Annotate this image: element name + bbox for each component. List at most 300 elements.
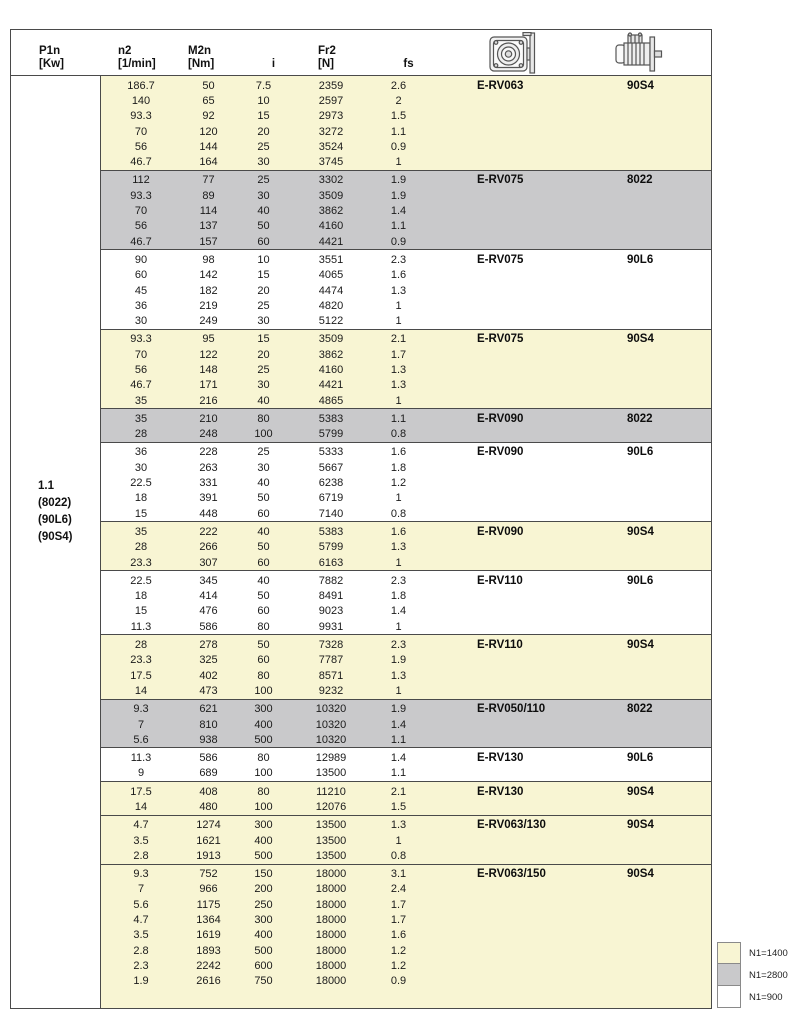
n2-cell: 7 (137, 883, 145, 896)
n2-cell: 56 (134, 220, 148, 233)
n2-cell: 22.5 (130, 477, 152, 490)
ratio-cell: 500 (254, 849, 273, 862)
ratio-cell: 30 (257, 315, 270, 328)
n2-cell: 28 (134, 541, 148, 554)
gearbox-model-cell: E-RV090 (477, 412, 524, 425)
table-row (101, 378, 711, 393)
rate-group-e-rv063-150-90s4 (101, 864, 711, 1008)
fr2-cell: 2973 (318, 110, 344, 123)
n2-cell: 3.5 (133, 834, 149, 847)
n2-cell: 3.5 (133, 929, 149, 942)
ratio-cell: 80 (257, 669, 270, 682)
table-row (101, 460, 711, 475)
ratio-cell: 30 (257, 461, 270, 474)
m2n-cell: 476 (199, 605, 218, 618)
ratio-cell: 60 (257, 235, 270, 248)
table-row (101, 897, 711, 912)
fs-cell: 2 (395, 94, 402, 107)
m2n-cell: 144 (199, 140, 218, 153)
fr2-cell: 6238 (318, 477, 344, 490)
gearbox-model-cell: E-RV075 (477, 174, 524, 187)
fr2-cell: 18000 (315, 929, 347, 942)
n2-cell: 35 (134, 394, 148, 407)
m2n-cell: 249 (199, 315, 218, 328)
column-header-fr2: Fr2 [N] (318, 45, 336, 70)
ratio-cell: 25 (257, 299, 270, 312)
table-row (101, 928, 711, 943)
worm-gearbox-icon (476, 30, 556, 76)
motor-size-cell: 90L6 (627, 446, 654, 459)
legend-item-n1-900 (717, 986, 788, 1008)
fr2-cell: 5799 (318, 428, 344, 441)
ratio-cell: 400 (254, 929, 273, 942)
fs-cell: 1.3 (390, 819, 407, 832)
fr2-cell: 3509 (318, 333, 344, 346)
n2-cell: 28 (134, 639, 148, 652)
n2-cell: 35 (134, 525, 148, 538)
electric-motor-icon (599, 30, 679, 76)
table-row (101, 833, 711, 848)
ratio-cell: 60 (257, 605, 270, 618)
ratio-cell: 30 (257, 189, 270, 202)
fs-cell: 1.7 (390, 348, 407, 361)
fr2-cell: 4160 (318, 363, 344, 376)
ratio-cell: 200 (254, 883, 273, 896)
fs-cell: 1 (395, 299, 402, 312)
ratio-cell: 80 (257, 620, 270, 633)
motor-size-cell: 90L6 (627, 253, 654, 266)
table-row (101, 188, 711, 203)
ratio-cell: 40 (257, 205, 270, 218)
m2n-cell: 216 (199, 394, 218, 407)
fr2-cell: 5333 (318, 446, 344, 459)
rate-group-e-rv063-130-90s4 (101, 815, 711, 864)
motor-size-option: (8022) (38, 497, 72, 509)
ratio-cell: 15 (257, 269, 270, 282)
table-row (101, 522, 711, 539)
n2-cell: 4.7 (133, 819, 149, 832)
table-row (101, 330, 711, 347)
table-row (101, 139, 711, 154)
fr2-cell: 18000 (315, 975, 347, 988)
fs-cell: 1.9 (390, 654, 407, 667)
n2-cell: 90 (134, 253, 148, 266)
fs-cell: 1.7 (390, 914, 407, 927)
n2-cell: 70 (134, 125, 148, 138)
n2-cell: 70 (134, 348, 148, 361)
fs-cell: 2.3 (390, 639, 407, 652)
fs-cell: 3.1 (390, 868, 407, 881)
fr2-cell: 7328 (318, 639, 344, 652)
m2n-cell: 263 (199, 461, 218, 474)
n2-cell: 14 (134, 801, 148, 813)
table-row (101, 109, 711, 124)
fs-cell: 1.5 (390, 110, 407, 123)
column-header-fs: fs (403, 58, 414, 70)
n2-cell: 1.9 (133, 975, 149, 988)
fr2-cell: 3524 (318, 140, 344, 153)
ratio-cell: 500 (254, 944, 273, 957)
table-row (101, 943, 711, 958)
ratio-cell: 30 (257, 156, 270, 169)
fr2-cell: 4865 (318, 394, 344, 407)
fs-cell: 0.9 (390, 235, 407, 248)
n2-cell: 18 (134, 492, 148, 505)
fs-cell: 1.3 (390, 669, 407, 682)
ratio-cell: 40 (257, 394, 270, 407)
ratio-cell: 25 (257, 140, 270, 153)
table-row (101, 475, 711, 490)
ratio-cell: 100 (254, 428, 273, 441)
fs-cell: 1.2 (390, 944, 407, 957)
ratio-cell: 750 (254, 975, 273, 988)
n2-cell: 46.7 (130, 379, 152, 392)
fr2-cell: 18000 (315, 914, 347, 927)
ratio-cell: 250 (254, 898, 273, 911)
fr2-cell: 7787 (318, 654, 344, 667)
n2-cell: 30 (134, 461, 148, 474)
n2-cell: 46.7 (130, 235, 152, 248)
m2n-cell: 966 (199, 883, 218, 896)
rate-group-e-rv130-90s4 (101, 781, 711, 815)
fs-cell: 1.4 (390, 205, 407, 218)
fs-cell: 2.3 (390, 574, 407, 587)
rate-group-e-rv110-90l6 (101, 570, 711, 634)
motor-size-cell: 90S4 (627, 639, 654, 652)
rate-group-e-rv075-90s4 (101, 329, 711, 408)
legend-swatch-yellow (717, 942, 741, 964)
ratio-cell: 10 (257, 94, 270, 107)
motor-size-option: (90S4) (38, 531, 73, 543)
fs-cell: 2.3 (390, 253, 407, 266)
ratio-cell: 500 (254, 733, 273, 746)
table-row (101, 93, 711, 108)
n2-cell: 11.3 (130, 752, 152, 765)
m2n-cell: 266 (199, 541, 218, 554)
ratio-cell: 20 (257, 348, 270, 361)
fs-cell: 1.7 (390, 898, 407, 911)
m2n-cell: 1619 (196, 929, 221, 942)
fr2-cell: 6719 (318, 492, 344, 505)
gearbox-model-cell: E-RV063/150 (477, 868, 546, 881)
m2n-cell: 248 (199, 428, 218, 441)
m2n-cell: 1621 (196, 834, 221, 847)
fs-cell: 1.6 (390, 269, 407, 282)
table-row (101, 700, 711, 717)
table-row (101, 393, 711, 408)
fs-cell: 1 (395, 492, 402, 505)
fr2-cell: 13500 (315, 849, 347, 862)
table-row (101, 635, 711, 652)
fs-cell: 1 (395, 315, 402, 328)
table-row (101, 912, 711, 927)
table-row (101, 250, 711, 267)
fs-cell: 1.9 (390, 189, 407, 202)
ratio-cell: 40 (257, 574, 270, 587)
n2-cell: 28 (134, 428, 148, 441)
table-row (101, 219, 711, 234)
table-row (101, 491, 711, 506)
m2n-cell: 164 (199, 156, 218, 169)
motor-size-cell: 90L6 (627, 752, 654, 765)
m2n-cell: 1893 (196, 944, 221, 957)
rate-group-e-rv090-8022 (101, 408, 711, 442)
n2-cell: 15 (134, 507, 148, 520)
fr2-cell: 3302 (318, 174, 344, 187)
n2-cell: 18 (134, 590, 148, 603)
fs-cell: 1.1 (390, 125, 407, 138)
ratio-cell: 400 (254, 834, 273, 847)
n2-cell: 56 (134, 363, 148, 376)
rate-group-e-rv090-90s4 (101, 521, 711, 570)
fr2-cell: 7882 (318, 574, 344, 587)
m2n-cell: 77 (202, 174, 215, 187)
fr2-cell: 7140 (318, 507, 344, 520)
motor-size-option: (90L6) (38, 514, 72, 526)
ratio-cell: 300 (254, 703, 273, 716)
ratio-cell: 7.5 (255, 79, 272, 92)
ratings-table (10, 29, 712, 1009)
fr2-cell: 3862 (318, 348, 344, 361)
table-row (101, 848, 711, 863)
fr2-cell: 13500 (315, 834, 347, 847)
fs-cell: 1.3 (390, 541, 407, 554)
ratio-cell: 400 (254, 718, 273, 731)
fs-cell: 1.6 (390, 525, 407, 538)
n2-cell: 112 (132, 174, 150, 187)
m2n-cell: 586 (199, 620, 218, 633)
gearbox-model-cell: E-RV050/110 (477, 703, 546, 716)
ratio-cell: 60 (257, 507, 270, 520)
rate-group-e-rv110-90s4 (101, 634, 711, 698)
table-row (101, 604, 711, 619)
m2n-cell: 402 (199, 669, 218, 682)
m2n-cell: 938 (199, 733, 218, 746)
ratio-cell: 50 (257, 590, 270, 603)
power-value: 1.1 (38, 480, 54, 492)
motor-size-cell: 90S4 (627, 79, 654, 92)
rate-group-e-rv063-90s4 (101, 76, 711, 170)
n2-cell: 5.6 (133, 733, 149, 746)
fs-cell: 1.6 (390, 929, 407, 942)
motor-size-cell: 90L6 (627, 574, 654, 587)
fs-cell: 1.1 (390, 767, 407, 780)
fr2-cell: 9232 (318, 684, 344, 697)
m2n-cell: 325 (199, 654, 218, 667)
ratio-cell: 10 (257, 253, 270, 266)
ratio-cell: 60 (257, 654, 270, 667)
fr2-cell: 8571 (318, 669, 344, 682)
m2n-cell: 345 (199, 574, 218, 587)
fr2-cell: 12989 (315, 752, 347, 765)
ratio-cell: 40 (257, 525, 270, 538)
m2n-cell: 1175 (196, 898, 221, 911)
fr2-cell: 18000 (315, 868, 347, 881)
motor-size-cell: 90S4 (627, 819, 654, 832)
m2n-cell: 95 (202, 333, 215, 346)
table-row (101, 313, 711, 328)
n2-cell: 36 (134, 299, 148, 312)
m2n-cell: 92 (202, 110, 215, 123)
n2-cell: 15 (134, 605, 148, 618)
ratio-cell: 100 (254, 801, 273, 813)
ratio-cell: 150 (254, 868, 273, 881)
n2-cell: 45 (134, 284, 148, 297)
table-row (101, 154, 711, 169)
fs-cell: 0.8 (390, 428, 407, 441)
ratio-cell: 20 (257, 125, 270, 138)
fr2-cell: 18000 (315, 883, 347, 896)
ratio-cell: 25 (257, 174, 270, 187)
gearbox-model-cell: E-RV130 (477, 785, 524, 798)
fr2-cell: 3862 (318, 205, 344, 218)
fr2-cell: 5122 (318, 315, 344, 328)
gearbox-model-cell: E-RV075 (477, 253, 524, 266)
fr2-cell: 13500 (315, 767, 347, 780)
fr2-cell: 6163 (318, 556, 344, 569)
ratio-cell: 300 (254, 914, 273, 927)
n2-cell: 9.3 (133, 703, 149, 716)
m2n-cell: 2616 (196, 975, 221, 988)
column-header-m2n: M2n [Nm] (188, 45, 215, 70)
fr2-cell: 2597 (318, 94, 344, 107)
ratio-cell: 600 (254, 959, 273, 972)
fs-cell: 1 (395, 620, 402, 633)
motor-size-cell: 8022 (627, 412, 653, 425)
m2n-cell: 157 (199, 235, 218, 248)
ratio-cell: 25 (257, 363, 270, 376)
fr2-cell: 5383 (318, 412, 344, 425)
fs-cell: 1 (395, 556, 402, 569)
fs-cell: 1.2 (390, 959, 407, 972)
ratio-cell: 15 (257, 110, 270, 123)
data-area (101, 76, 711, 1008)
motor-size-cell: 90S4 (627, 785, 654, 798)
ratio-cell: 20 (257, 284, 270, 297)
table-row (101, 653, 711, 668)
fs-cell: 2.1 (390, 785, 407, 798)
n2-cell: 46.7 (130, 156, 152, 169)
fs-cell: 1 (395, 834, 402, 847)
m2n-cell: 307 (199, 556, 218, 569)
table-row (101, 409, 711, 426)
ratio-cell: 60 (257, 556, 270, 569)
m2n-cell: 137 (199, 220, 218, 233)
fr2-cell: 9931 (318, 620, 344, 633)
fr2-cell: 9023 (318, 605, 344, 618)
table-row (101, 171, 711, 188)
n2-cell: 17.5 (130, 669, 152, 682)
speed-color-legend (717, 942, 788, 1008)
table-row (101, 589, 711, 604)
rate-group-e-rv090-90l6 (101, 442, 711, 521)
fr2-cell: 4474 (318, 284, 344, 297)
m2n-cell: 621 (199, 703, 218, 716)
table-row (101, 506, 711, 521)
n2-cell: 2.8 (133, 849, 149, 862)
n2-cell: 93.3 (130, 110, 152, 123)
n2-cell: 36 (134, 446, 148, 459)
table-row (101, 234, 711, 249)
legend-swatch-white (717, 986, 741, 1008)
m2n-cell: 120 (199, 125, 218, 138)
fs-cell: 1.4 (390, 718, 407, 731)
ratio-cell: 30 (257, 379, 270, 392)
rate-group-e-rv075-8022 (101, 170, 711, 249)
fs-cell: 0.8 (390, 507, 407, 520)
n2-cell: 35 (134, 412, 148, 425)
gearbox-model-cell: E-RV110 (477, 574, 523, 587)
legend-label: N1=2800 (749, 969, 788, 981)
n2-cell: 30 (134, 315, 148, 328)
legend-item-n1-2800 (717, 964, 788, 986)
gearbox-model-cell: E-RV090 (477, 525, 524, 538)
fr2-cell: 4065 (318, 269, 344, 282)
table-row (101, 124, 711, 139)
fs-cell: 2.6 (390, 79, 407, 92)
m2n-cell: 182 (199, 284, 218, 297)
n2-cell: 2.3 (133, 959, 149, 972)
motor-size-cell: 8022 (627, 703, 653, 716)
fr2-cell: 10320 (315, 703, 347, 716)
fs-cell: 1.1 (390, 733, 407, 746)
fr2-cell: 3551 (318, 253, 344, 266)
n2-cell: 11.3 (130, 620, 152, 633)
n2-cell: 186.7 (127, 79, 155, 92)
fs-cell: 1.4 (390, 605, 407, 618)
fs-cell: 1.1 (390, 412, 407, 425)
gearbox-model-cell: E-RV075 (477, 333, 524, 346)
fr2-cell: 8491 (318, 590, 344, 603)
m2n-cell: 1913 (196, 849, 221, 862)
n2-cell: 70 (134, 205, 148, 218)
n2-cell: 22.5 (130, 574, 152, 587)
table-row (101, 540, 711, 555)
fr2-cell: 3745 (318, 156, 344, 169)
ratio-cell: 100 (254, 684, 273, 697)
motor-size-cell: 8022 (627, 174, 653, 187)
fr2-cell: 18000 (315, 959, 347, 972)
fr2-cell: 3272 (318, 125, 344, 138)
gearbox-model-cell: E-RV063 (477, 79, 524, 92)
fs-cell: 1.6 (390, 446, 407, 459)
table-row (101, 668, 711, 683)
n2-cell: 9 (137, 767, 145, 780)
m2n-cell: 171 (199, 379, 218, 392)
fs-cell: 1.3 (390, 284, 407, 297)
m2n-cell: 391 (199, 492, 218, 505)
fr2-cell: 13500 (315, 819, 347, 832)
n2-cell: 93.3 (130, 189, 152, 202)
fr2-cell: 5667 (318, 461, 344, 474)
fs-cell: 1.5 (390, 801, 407, 813)
m2n-cell: 122 (199, 348, 218, 361)
fs-cell: 1.1 (390, 220, 407, 233)
m2n-cell: 278 (199, 639, 218, 652)
table-row (101, 362, 711, 377)
fs-cell: 1 (395, 156, 402, 169)
m2n-cell: 414 (199, 590, 218, 603)
table-row (101, 347, 711, 362)
m2n-cell: 408 (199, 785, 218, 798)
fr2-cell: 11210 (316, 785, 346, 798)
column-header-p1n: P1n [Kw] (39, 45, 64, 70)
n2-cell: 56 (134, 140, 148, 153)
power-rating-cell (11, 76, 101, 1008)
m2n-cell: 222 (199, 525, 218, 538)
fr2-cell: 18000 (315, 944, 347, 957)
n2-cell: 23.3 (130, 654, 152, 667)
